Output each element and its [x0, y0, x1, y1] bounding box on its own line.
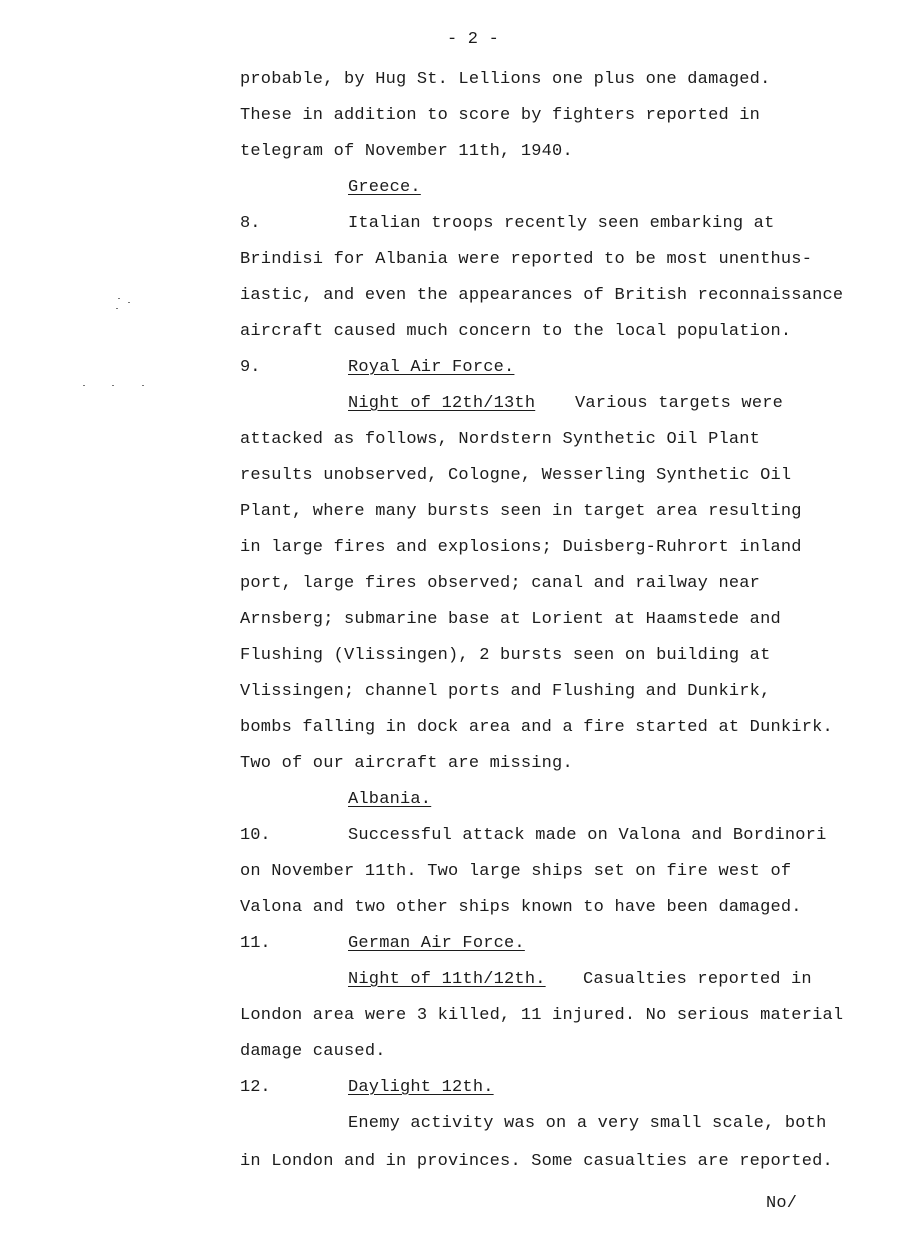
scan-speck	[142, 385, 144, 386]
text-line: probable, by Hug St. Lellions one plus one damaged.	[240, 70, 771, 89]
scan-speck	[112, 385, 114, 386]
paragraph-number: 8.	[240, 214, 261, 233]
text-line: bombs falling in dock area and a fire started at Dunkirk.	[240, 718, 833, 737]
text-line: damage caused.	[240, 1042, 386, 1061]
scan-speck	[118, 298, 120, 299]
scan-speck	[128, 302, 130, 303]
paragraph-number: 9.	[240, 358, 261, 377]
paragraph-number: 11.	[240, 934, 271, 953]
text-line: iastic, and even the appearances of British reconnaissance	[240, 286, 844, 305]
section-heading-gaf: German Air Force.	[348, 934, 525, 953]
page-number: - 2 -	[447, 30, 500, 49]
paragraph-number: 10.	[240, 826, 271, 845]
section-heading-greece: Greece.	[348, 178, 421, 197]
section-heading-albania: Albania.	[348, 790, 432, 809]
text-line: Successful attack made on Valona and Bordinori	[348, 826, 827, 845]
scan-speck	[116, 308, 118, 309]
text-line: Valona and two other ships known to have been damaged.	[240, 898, 802, 917]
text-line: in large fires and explosions; Duisberg-Ruhrort inland	[240, 538, 802, 557]
text-line: attacked as follows, Nordstern Synthetic Oil Plant	[240, 430, 761, 449]
text-line: Casualties reported in	[583, 970, 812, 989]
text-line: results unobserved, Cologne, Wesserling Synthetic Oil	[240, 466, 792, 485]
text-line: Italian troops recently seen embarking at	[348, 214, 775, 233]
text-line: Arnsberg; submarine base at Lorient at Haamstede and	[240, 610, 781, 629]
catchword: No/	[766, 1194, 798, 1213]
text-line: Various targets were	[575, 394, 784, 413]
scan-speck	[83, 385, 85, 386]
text-line: These in addition to score by fighters reported in	[240, 106, 761, 125]
paragraph-number: 12.	[240, 1078, 271, 1097]
subheading-night-12-13: Night of 12th/13th	[348, 394, 536, 413]
text-line: London area were 3 killed, 11 injured. No serious material	[240, 1006, 844, 1025]
text-line: in London and in provinces. Some casualties are reported.	[240, 1152, 833, 1171]
text-line: port, large fires observed; canal and railway near	[240, 574, 761, 593]
section-heading-raf: Royal Air Force.	[348, 358, 515, 377]
text-line: Brindisi for Albania were reported to be most unenthus-	[240, 250, 813, 269]
section-heading-daylight: Daylight 12th.	[348, 1078, 494, 1097]
text-line: aircraft caused much concern to the local population.	[240, 322, 792, 341]
text-line: on November 11th. Two large ships set on fire west of	[240, 862, 792, 881]
text-line: Flushing (Vlissingen), 2 bursts seen on building at	[240, 646, 771, 665]
text-line: telegram of November 11th, 1940.	[240, 142, 573, 161]
text-line: Plant, where many bursts seen in target area resulting	[240, 502, 802, 521]
text-line: Enemy activity was on a very small scale, both	[348, 1114, 827, 1133]
text-line: Vlissingen; channel ports and Flushing and Dunkirk,	[240, 682, 771, 701]
text-line: Two of our aircraft are missing.	[240, 754, 573, 773]
subheading-night-11-12: Night of 11th/12th.	[348, 970, 546, 989]
